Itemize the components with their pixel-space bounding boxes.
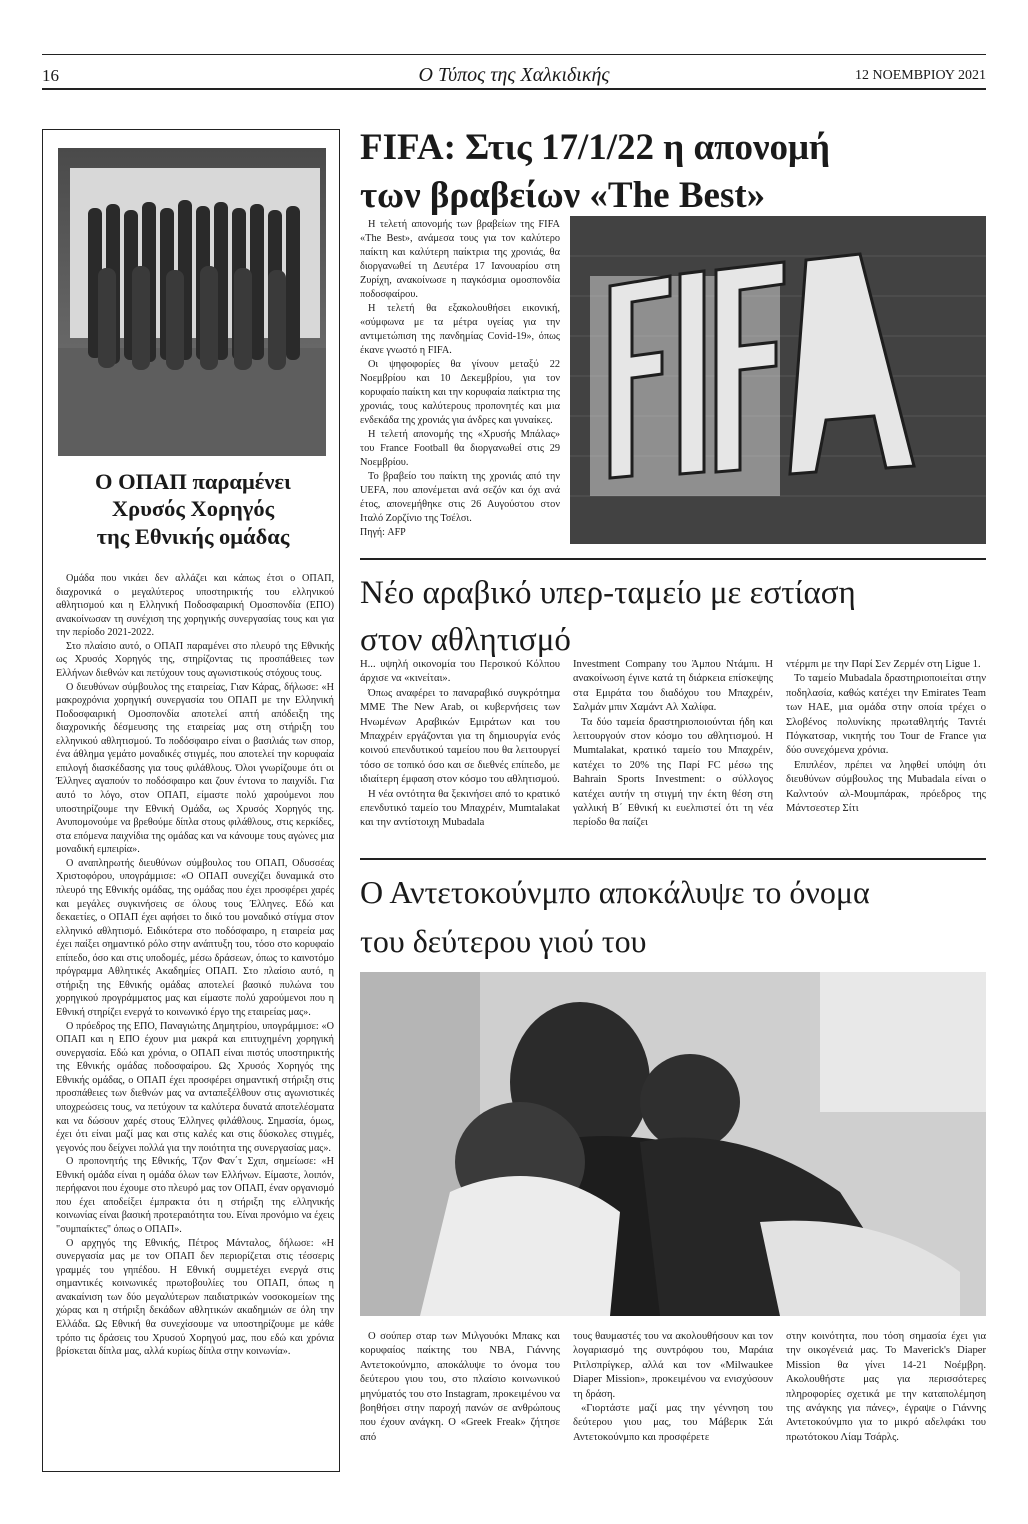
giannis-col-1 [360,1330,560,1445]
giannis-headline [360,868,986,965]
arab-paragraph: Τα δύο ταμεία δραστηριοποιούνται ήδη και λειτουργούν στον κόσμο του αθλητισμού. Η Mumtalakat, κρατικό ταμείο του Μπαχρέιν, κατέχει το 20% της Παρί FC μέσω της Bahrain Sports Investment: ο σύλλογος κατέχει αυτήν τη στιγμή την έκτη θέση στη γαλλική Β΄ Εθνική κι ευελπιστεί ότι τη νέα περίοδο θα παίζει [573,716,773,829]
fifa-headline [360,124,986,220]
page-number: 16 [42,66,59,85]
arab-col-3 [786,658,986,816]
fifa-paragraph: Η τελετή θα εξακολουθήσει εικονική, «σύμφωνα με τα μέτρα υγείας για την αντιμετώπιση της πανδημίας Covid-19», όπως έκανε γνωστό η FIFA. [360,303,560,356]
opap-paragraph: Στο πλαίσιο αυτό, ο ΟΠΑΠ παραμένει στο πλευρό της Εθνικής ως Χρυσός Χορηγός της, στηρίζοντας τις προσπάθειες των Ελλήνων διεθνών και πετύχουν τους αγωνιστικούς στόχους τους. [56,640,334,679]
opap-paragraph: Ο διευθύνων σύμβουλος της εταιρείας, Γιαν Κάρας, δήλωσε: «Η μακροχρόνια χορηγική συνεργασία του ΟΠΑΠ με την Ελληνική Ποδοσφαιρική Ομοσπονδία αποτελεί απτή απόδειξη της διαχρονικής δέσμευσης της εταιρείας μας στη στήριξη του ελληνικού αθλητισμού. Το ποδόσφαιρο είναι ο βασιλιάς των σπορ, ένα άθλημα γεμάτο μοναδικές στιγμές, που αποτελεί την κορυφαία επιλογή διασκέδασης για τους φιλάθλους. Όλοι γνωρίζουμε ότι οι Έλληνες αγαπούν το ποδόσφαιρο και ζουν έντονα το παιχνίδι. Για αυτό το λόγο, στον ΟΠΑΠ, είμαστε πολύ χαρούμενοι που υποστηρίζουμε την Εθνική Ομάδα, ως Χρυσός Χορηγός της. Ανυπομονούμε να βρεθούμε δίπλα στους φιλάθλους, στις κερκίδες, στα επόμενα παιχνίδια της ομάδας και να κάνουμε τους αγώνες μια μοναδική εμπειρία». [56,681,334,856]
opap-team-photo [58,148,326,456]
arab-col-1 [360,658,560,831]
giannis-photo [360,972,986,1316]
header-rule [42,88,986,90]
giannis-col-3 [786,1330,986,1445]
arab-divider [360,858,986,860]
arab-paragraph: Το ταμείο Mubadala δραστηριοποιείται στην ποδηλασία, καθώς κατέχει την Emirates Team των ΗΑΕ, μια ομάδα στην οποία τρέχει ο Σλοβένος πολυνίκης πρωταθλητής Ταντέι Πόγκατσαρ, νικητής του Tour de France για δύο συνεχόμενα χρόνια. [786,673,986,757]
fifa-headline-line-2: των βραβείων «The Best» [360,175,766,217]
arab-paragraph: Η νέα οντότητα θα ξεκινήσει από το κρατικό επενδυτικό ταμείο του Μπαχρέιν, Mumtalakat και την αντίστοιχη Mubadala [360,788,560,829]
arab-col-2 [573,658,773,831]
fifa-source: Πηγή: AFP [360,527,406,538]
giannis-paragraph: «Γιορτάστε μαζί μας την γέννηση του δεύτερου γιου μας, του Μάβερικ Σάι Αντετοκούνμπο και προσφέρετε [573,1403,773,1443]
fifa-photo [570,216,986,544]
arab-paragraph: Επιπλέον, πρέπει να ληφθεί υπόψη ότι διευθύνων σύμβουλος της Mubadala είναι ο Καλντούν αλ-Μουμπάρακ, πρόεδρος της Μάντσεστερ Σίτι [786,759,986,815]
opap-paragraph: Ομάδα που νικάει δεν αλλάζει και κάπως έτσι ο ΟΠΑΠ, διαχρονικά ο μεγαλύτερος υποστηρικτής του ελληνικού αθλητισμού και η Ελληνική Ποδοσφαιρική Ομοσπονδία (ΕΠΟ) ανακοίνωσαν τη συνέχιση της χορηγικής συνεργασίας τους και για την περίοδο 2021-2022. [56,573,334,639]
fifa-wall-icon [570,216,986,544]
giannis-paragraph: στην κοινότητα, που τόση σημασία έχει για την οικογένειά μας. Το Maverick's Diaper Mission θα γίνει 14-21 Νοέμβρη. Ακολουθήστε μας για περισσότερες πληροφορίες σχετικά με την καταπολέμηση της ανάγκης για πάνες», έγραψε ο Γιάννης Αντετοκούνμπο για το μικρό αδελφάκι του πρωτότοκου Λίαμ Τσάρλς. [786,1331,986,1443]
giannis-paragraph: Ο σούπερ σταρ των Μιλγουόκι Μπακς και κορυφαίος παίκτης του NBA, Γιάννης Αντετοκούνμπο, αποκάλυψε το όνομα του δεύτερου γιου του, στο πλαίσιο κοινωνικού μηνύματός του στο Instagram, προκειμένου να βοηθήσει στην παροχή πανών σε ανθρώπους που έχουν ανάγκη. Ο «Greek Freak» ζήτησε από [360,1331,560,1443]
arab-headline-line-2: στον αθλητισμό [360,621,571,658]
opap-paragraph: Ο πρόεδρος της ΕΠΟ, Παναγιώτης Δημητρίου, υπογράμμισε: «Ο ΟΠΑΠ και η ΕΠΟ έχουν μια μακρά και επιτυχημένη χορηγική συνεργασία. Εδώ και χρόνια, ο ΟΠΑΠ είναι πιστός υποστηρικτής της Εθνικής ομάδας ποδοσφαίρου. Ως Χρυσός Χορηγός της Εθνικής ομάδας, ο ΟΠΑΠ έχει προσφέρει σημαντική στήριξη στις προσπάθειες των διεθνών μας να ανταπεξέλθουν στις αγωνιστικές υποχρεώσεις τους, να πετύχουν τα καλύτερα δυνατά αποτελέσματα και να δώσουν χαρές στους Έλληνες φιλάθλους. Σημασία, όμως, έχει ότι είναι μαζί μας και στις καλές και στις δύσκολες στιγμές, γεγονός που δείχνει πολλά για την ποιότητα της συνεργασίας μας». [56,1020,334,1154]
opap-paragraph: Ο προπονητής της Εθνικής, Τζον Φαν΄τ Σχιπ, σημείωσε: «Η Εθνική ομάδα είναι η ομάδα όλων των Ελλήνων. Είμαστε, λοιπόν, περήφανοι που έχουμε στο πλευρό μας τον ΟΠΑΠ, έναν οργανισμό που έχει αποδείξει έμπρακτα ότι η στήριξη της ελληνικής κοινωνίας είναι βασική προτεραιότητα του. Είναι προνόμιο να έχεις "συμπαίκτες" όπως ο ΟΠΑΠ». [56,1156,334,1235]
opap-headline-line-1: Ο ΟΠΑΠ παραμένει [95,469,291,494]
opap-headline [58,468,328,550]
arab-paragraph: Η... υψηλή οικονομία του Περσικού Κόλπου άρχισε να «κινείται». [360,659,560,685]
opap-headline-line-2: Χρυσός Χορηγός [111,496,275,522]
family-photo-icon [360,972,986,1316]
fifa-body [360,218,560,540]
opap-paragraph: Ο αναπληρωτής διευθύνων σύμβουλος του ΟΠΑΠ, Οδυσσέας Χριστοφόρου, υπογράμμισε: «Ο ΟΠΑΠ συνεχίζει δυναμικά στο πλευρό της Εθνικής ομάδας, της ομάδας που έχει προσφέρει χαρές και μεγάλες συγκινήσεις σε όλους τους Έλληνες. Εδώ και δεκαετίες, ο ΟΠΑΠ έχει αφήσει το δικό του μοναδικό στίγμα στον ελληνικό αθλητισμό. Ειδικότερα στο ποδόσφαιρο, η εταιρεία μας έχει παίξει σημαντικό ρόλο στην ανάπτυξη του, τόσο στο κορυφαίο επίπεδο, όσο και στις υποδομές, μέσω δράσεων, όπως το καινοτόμο πρόγραμμα Αθλητικές Ακαδημίες ΟΠΑΠ. Στο πλαίσιο αυτό, η στήριξη της Εθνικής ομάδας αποτελεί βασικό πυλώνα του χορηγικού προγράμματος μας και είμαστε πολύ χαρούμενοι που η Εθνική στηρίζει ενεργά το κοινωνικό έργο της εταιρείας μας». [56,857,334,1018]
fifa-paragraph: Η τελετή απονομής της «Χρυσής Μπάλας» του France Football θα διοργανωθεί στις 29 Νοεμβρίου. [360,429,560,468]
arab-paragraph: Όπως αναφέρει το παναραβικό συγκρότημα ΜΜΕ The New Arab, οι κυβερνήσεις των Ηνωμένων Αραβικών Εμιράτων και του Μπαχρέιν εργάζονται για τη δημιουργία ενός κοινού επενδυτικού ταμείου που θα λειτουργεί τόσο σε τοπικό όσο και σε διεθνές επίπεδο, με ιδιαίτερη έμφαση στον κόσμο του αθλητισμού. [360,687,560,786]
issue-date: 12 ΝΟΕΜΒΡΙΟΥ 2021 [854,68,986,83]
opap-headline-line-3: της Εθνικής ομάδας [96,523,290,549]
fifa-headline-line-1: FIFA: Στις 17/1/22 η απονομή [360,127,830,168]
giannis-paragraph: τους θαυμαστές του να ακολουθήσουν και τον λογαριασμό της συντρόφου του, Μαράια Ριτλσπρίγκερ, αλλά και τον «Milwaukee Diaper Mission», προκειμένου να ενισχύσουν τη δράση. [573,1331,773,1400]
giannis-headline-line-2: του δεύτερου γιού του [360,922,647,959]
top-rule [42,54,986,55]
arab-paragraph: ντέρμπι με την Παρί Σεν Ζερμέν στη Ligue 1. [786,659,981,670]
fifa-divider [360,558,986,560]
arab-paragraph: Investment Company του Άμπου Ντάμπι. Η ανακοίνωση έγινε κατά τη διάρκεια επίσκεψης στα Εμιράτα του διαδόχου του Μπαχρέιν, Σαλμάν μπιν Χαμάντ Αλ Χαλίφα. [573,659,773,714]
opap-paragraph: Ο αρχηγός της Εθνικής, Πέτρος Μάνταλος, δήλωσε: «Η συνεργασία μας με τον ΟΠΑΠ δεν περιορίζεται στις τέσσερις γραμμές του γηπέδου. Η Εθνική συμμετέχει ενεργά στις σημαντικές κοινωνικές πρωτοβουλίες του ΟΠΑΠ, όπως η ανακαίνιση των δύο μεγαλύτερων παιδιατρικών νοσοκομείων της χώρας και η στήριξη δεκάδων αθλητικών ακαδημιών σε όλη την Ελλάδα. Ως Εθνική θα συνεχίσουμε να υποστηρίζουμε με κάθε τρόπο τις δράσεις του Χρυσού Χορηγού μας, που εδώ και χρόνια βρίσκεται δίπλα μας, αλλά κυρίως δίπλα στην κοινωνία». [56,1237,334,1358]
fifa-paragraph: Οι ψηφοφορίες θα γίνουν μεταξύ 22 Νοεμβρίου και 10 Δεκεμβρίου, για τον κορυφαίο παίκτη και την κορυφαία παίκτρια της χρονιάς, τους καλύτερους προπονητές και μια ενδεκάδα της χρονιάς για άνδρες και γυναίκες. [360,359,561,426]
team-photo-icon [58,148,326,456]
arab-headline [360,570,986,664]
arab-headline-line-1: Νέο αραβικό υπερ-ταμείο με εστίαση [360,575,856,611]
giannis-headline-line-1: Ο Αντετοκούνμπο αποκάλυψε το όνομα [360,874,870,910]
fifa-paragraph: Το βραβείο του παίκτη της χρονιάς από την UEFA, που απονέμεται ανά σεζόν και όχι ανά έτος, απονεμήθηκε στις 26 Αυγούστου στον Ιταλό Ζορζίνιο της Τσέλσι. [360,471,560,524]
fifa-paragraph: Η τελετή απονομής των βραβείων της FIFA «The Best», ανάμεσα τους για τον καλύτερο παίκτη και καλύτερη παίκτρια της χρονιάς, θα διοργανωθεί τη Δευτέρα 17 Ιανουαρίου στη Ζυρίχη, ανακοίνωσε η παγκόσμια ομοσπονδία ποδοσφαίρου. [360,219,560,300]
giannis-col-2 [573,1330,773,1445]
newspaper-title: Ο Τύπος της Χαλκιδικής [418,64,610,86]
opap-body [56,572,334,1359]
